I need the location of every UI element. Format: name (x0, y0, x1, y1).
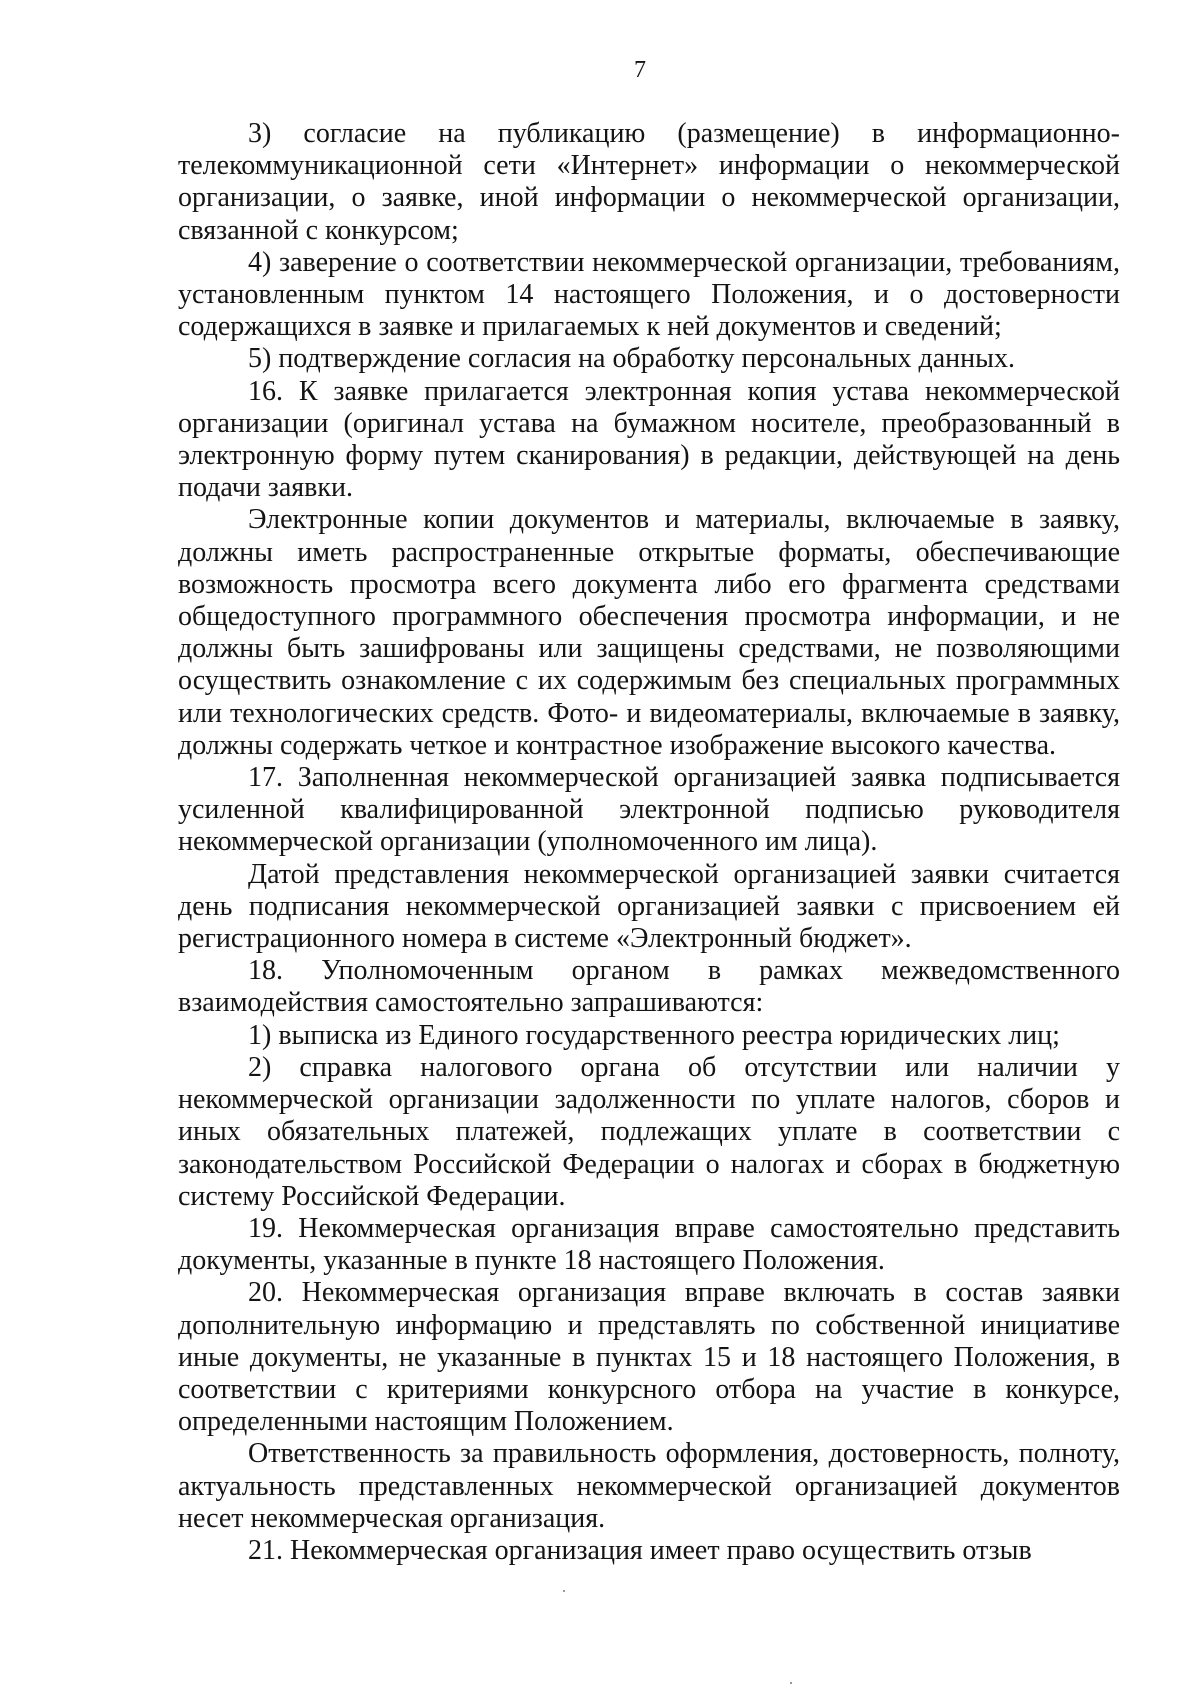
paragraph-electronic-copies: Электронные копии документов и материалы, включаемые в заявку, должны иметь распространенные открытые форматы, обеспечивающие возможность просмотра всего документа либо его фрагмента средствами общедоступного программного обеспечения просмотра информации, и не должны быть зашифрованы или защищены средствами, не позволяющими осуществить ознакомление с их содержимым без специальных программных или технологических средств. Фото- и видеоматериалы, включаемые в заявку, должны содержать четкое и контрастное изображение высокого качества. (178, 504, 1120, 761)
paragraph-item-2: 2) справка налогового органа об отсутствии или наличии у некоммерческой организации задолженности по уплате налогов, сборов и иных обязательных платежей, подлежащих уплате в соответствии с законодательством Российской Федерации о налогах и сборах в бюджетную систему Российской Федерации. (178, 1051, 1120, 1212)
paragraph-item-5: 5) подтверждение согласия на обработку персональных данных. (248, 343, 1015, 375)
paragraph-clause-21: 21. Некоммерческая организация имеет право осуществить отзыв (248, 1534, 1032, 1566)
paragraph-item-4: 4) заверение о соответствии некоммерческой организации, требованиям, установленным пунктом 14 настоящего Положения, и о достоверности содержащихся в заявке и прилагаемых к ней документов и сведений; (178, 246, 1120, 343)
paragraph-clause-17: 17. Заполненная некоммерческой организацией заявка подписывается усиленной квалифицированной электронной подписью руководителя некоммерческой организации (уполномоченного им лица). (178, 762, 1120, 858)
paragraph-clause-16: 16. К заявке прилагается электронная копия устава некоммерческой организации (оригинал устава на бумажном носителе, преобразованный в электронную форму путем сканирования) в редакции, действующей на день подачи заявки. (178, 375, 1120, 504)
paragraph-responsibility: Ответственность за правильность оформления, достоверность, полноту, актуальность представленных некоммерческой организацией документов несет некоммерческая организация. (178, 1438, 1120, 1534)
paragraph-submission-date: Датой представления некоммерческой организацией заявки считается день подписания некоммерческой организацией заявки с присвоением ей регистрационного номера в системе «Электронный бюджет». (178, 858, 1120, 955)
paragraph-clause-19: 19. Некоммерческая организация вправе самостоятельно представить документы, указанные в пункте 18 настоящего Положения. (178, 1212, 1120, 1277)
paragraph-item-3: 3) согласие на публикацию (размещение) в информационно-телекоммуникационной сети «Интернет» информации о некоммерческой организации, о заявке, иной информации о некоммерческой организации, связанной с конкурсом; (178, 118, 1120, 246)
paragraph-item-1: 1) выписка из Единого государственного реестра юридических лиц; (248, 1019, 1060, 1051)
paragraph-clause-18: 18. Уполномоченным органом в рамках межведомственного взаимодействия самостоятельно запрашиваются: (178, 955, 1120, 1019)
document-body (178, 118, 1120, 1567)
page-number: 7 (634, 57, 646, 83)
scan-speck (790, 1682, 792, 1684)
scan-speck (563, 1590, 565, 1592)
paragraph-clause-20: 20. Некоммерческая организация вправе включать в состав заявки дополнительную информацию и представлять по собственной инициативе иные документы, не указанные в пунктах 15 и 18 настоящего Положения, в соответствии с критериями конкурсного отбора на участие в конкурсе, определенными настоящим Положением. (178, 1277, 1120, 1438)
